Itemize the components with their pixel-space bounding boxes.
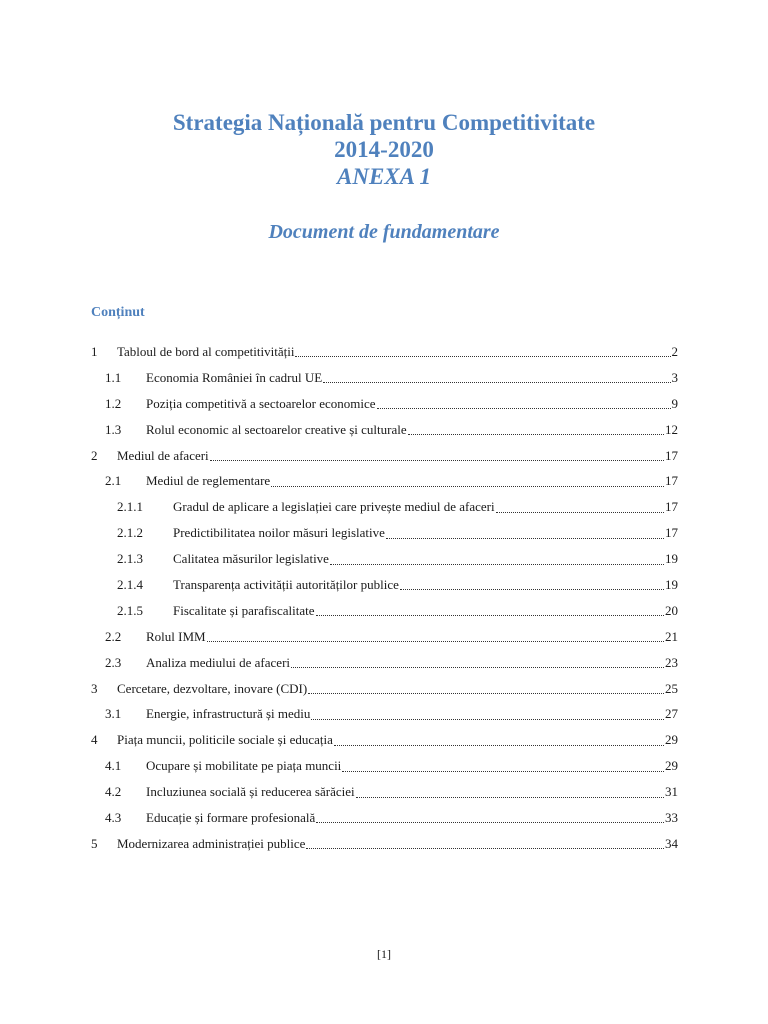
toc-entry-label: Ocupare și mobilitate pe piața muncii	[146, 758, 342, 774]
toc-entry-page: 2	[671, 343, 678, 359]
toc-leader-dots	[311, 718, 664, 720]
toc-leader-dots	[207, 640, 664, 642]
toc-entry[interactable]	[91, 391, 678, 417]
toc-entry[interactable]	[91, 520, 678, 546]
toc-entry-page: 29	[665, 732, 678, 748]
toc-leader-dots	[210, 459, 664, 461]
toc-entry[interactable]	[91, 468, 678, 494]
toc-entry-label: Fiscalitate și parafiscalitate	[173, 602, 315, 618]
toc-entry-label: Cercetare, dezvoltare, inovare (CDI)	[117, 680, 308, 696]
toc-entry-page: 25	[665, 680, 678, 696]
toc-entry[interactable]	[91, 779, 678, 805]
page-number: [1]	[377, 947, 391, 961]
toc-entry-number: 2	[91, 447, 98, 463]
toc-entry-page: 17	[665, 525, 678, 541]
toc-entry-page: 19	[665, 551, 678, 567]
toc-entry[interactable]	[91, 494, 678, 520]
toc-entry-page: 17	[665, 473, 678, 489]
toc-entry-page: 9	[671, 395, 678, 411]
toc-entry-page: 17	[665, 447, 678, 463]
toc-entry-label: Calitatea măsurilor legislative	[173, 551, 329, 567]
toc-entry-label: Poziția competitivă a sectoarelor economice	[146, 395, 376, 411]
toc-entry[interactable]	[91, 624, 678, 650]
toc-entry-label: Analiza mediului de afaceri	[146, 654, 291, 670]
toc-entry-page: 17	[665, 499, 678, 515]
document-title	[0, 109, 768, 190]
toc-leader-dots	[308, 692, 664, 694]
toc-entry-page: 20	[665, 602, 678, 618]
toc-entry-label: Economia României în cadrul UE	[146, 369, 323, 385]
toc-heading: Conținut	[91, 305, 145, 320]
toc-entry[interactable]	[91, 546, 678, 572]
toc-leader-dots	[323, 381, 670, 383]
toc-entry-page: 12	[665, 421, 678, 437]
toc-entry[interactable]	[91, 365, 678, 391]
toc-entry[interactable]	[91, 650, 678, 676]
toc-entry-number: 2.1.4	[117, 576, 143, 592]
toc-entry-number: 3.1	[105, 706, 122, 722]
toc-entry-number: 4.2	[105, 784, 122, 800]
toc-entry-number: 1.1	[105, 369, 122, 385]
toc-entry-label: Modernizarea administrației publice	[117, 835, 306, 851]
toc-leader-dots	[342, 770, 664, 772]
toc-entry-number: 1.2	[105, 395, 122, 411]
toc-leader-dots	[316, 614, 665, 616]
toc-entry-number: 5	[91, 835, 98, 851]
toc-entry-number: 3	[91, 680, 98, 696]
toc-entry-number: 4.3	[105, 809, 122, 825]
title-line-1: Strategia Națională pentru Competitivitate	[172, 110, 596, 135]
toc-entry[interactable]	[91, 727, 678, 753]
toc-entry[interactable]	[91, 572, 678, 598]
toc-entry-page: 34	[665, 835, 678, 851]
toc-entry-number: 1.3	[105, 421, 122, 437]
table-of-contents	[91, 339, 678, 857]
toc-entry[interactable]	[91, 339, 678, 365]
toc-entry-label: Educație și formare profesională	[146, 809, 316, 825]
toc-entry-number: 2.2	[105, 628, 122, 644]
toc-entry-label: Predictibilitatea noilor măsuri legislative	[173, 525, 385, 541]
toc-entry-page: 31	[665, 784, 678, 800]
toc-leader-dots	[316, 821, 664, 823]
toc-entry[interactable]	[91, 417, 678, 443]
toc-entry-number: 2.3	[105, 654, 122, 670]
toc-entry[interactable]	[91, 676, 678, 702]
toc-entry-label: Gradul de aplicare a legislației care privește mediul de afaceri	[173, 499, 495, 515]
toc-entry-label: Energie, infrastructură și mediu	[146, 706, 311, 722]
toc-leader-dots	[356, 796, 664, 798]
toc-entry-label: Rolul economic al sectoarelor creative și culturale	[146, 421, 407, 437]
toc-entry-label: Incluziunea socială și reducerea sărăciei	[146, 784, 355, 800]
toc-entry-number: 4	[91, 732, 98, 748]
toc-entry-page: 27	[665, 706, 678, 722]
toc-entry-page: 29	[665, 758, 678, 774]
toc-leader-dots	[306, 847, 664, 849]
toc-leader-dots	[295, 355, 670, 357]
document-subtitle: Document de fundamentare	[268, 221, 500, 243]
toc-leader-dots	[334, 744, 664, 746]
toc-entry-number: 1	[91, 343, 98, 359]
toc-entry-label: Piața muncii, politicile sociale și educația	[117, 732, 333, 748]
toc-entry-number: 2.1.2	[117, 525, 143, 541]
toc-entry-page: 23	[665, 654, 678, 670]
toc-entry-page: 3	[671, 369, 678, 385]
toc-entry-label: Transparența activității autorităților publice	[173, 576, 399, 592]
title-line-2: 2014-2020	[334, 137, 434, 162]
toc-entry-number: 2.1.1	[117, 499, 143, 515]
toc-leader-dots	[408, 433, 664, 435]
toc-leader-dots	[400, 588, 664, 590]
toc-entry-page: 33	[665, 809, 678, 825]
toc-leader-dots	[330, 563, 664, 565]
toc-entry[interactable]	[91, 831, 678, 857]
toc-entry[interactable]	[91, 753, 678, 779]
toc-entry-number: 2.1.5	[117, 602, 143, 618]
toc-entry-label: Mediul de reglementare	[146, 473, 271, 489]
title-line-3: ANEXA 1	[337, 164, 431, 189]
toc-leader-dots	[271, 485, 664, 487]
toc-entry[interactable]	[91, 805, 678, 831]
toc-entry-page: 21	[665, 628, 678, 644]
toc-leader-dots	[377, 407, 671, 409]
toc-entry[interactable]	[91, 443, 678, 469]
toc-entry-page: 19	[665, 576, 678, 592]
toc-entry[interactable]	[91, 598, 678, 624]
toc-entry-number: 2.1.3	[117, 551, 143, 567]
toc-leader-dots	[496, 511, 664, 513]
toc-leader-dots	[291, 666, 664, 668]
toc-entry-label: Tabloul de bord al competitivității	[117, 343, 295, 359]
toc-entry-number: 4.1	[105, 758, 122, 774]
toc-entry-label: Rolul IMM	[146, 628, 206, 644]
toc-entry-label: Mediul de afaceri	[117, 447, 209, 463]
toc-leader-dots	[386, 537, 664, 539]
toc-entry[interactable]	[91, 701, 678, 727]
toc-entry-number: 2.1	[105, 473, 122, 489]
